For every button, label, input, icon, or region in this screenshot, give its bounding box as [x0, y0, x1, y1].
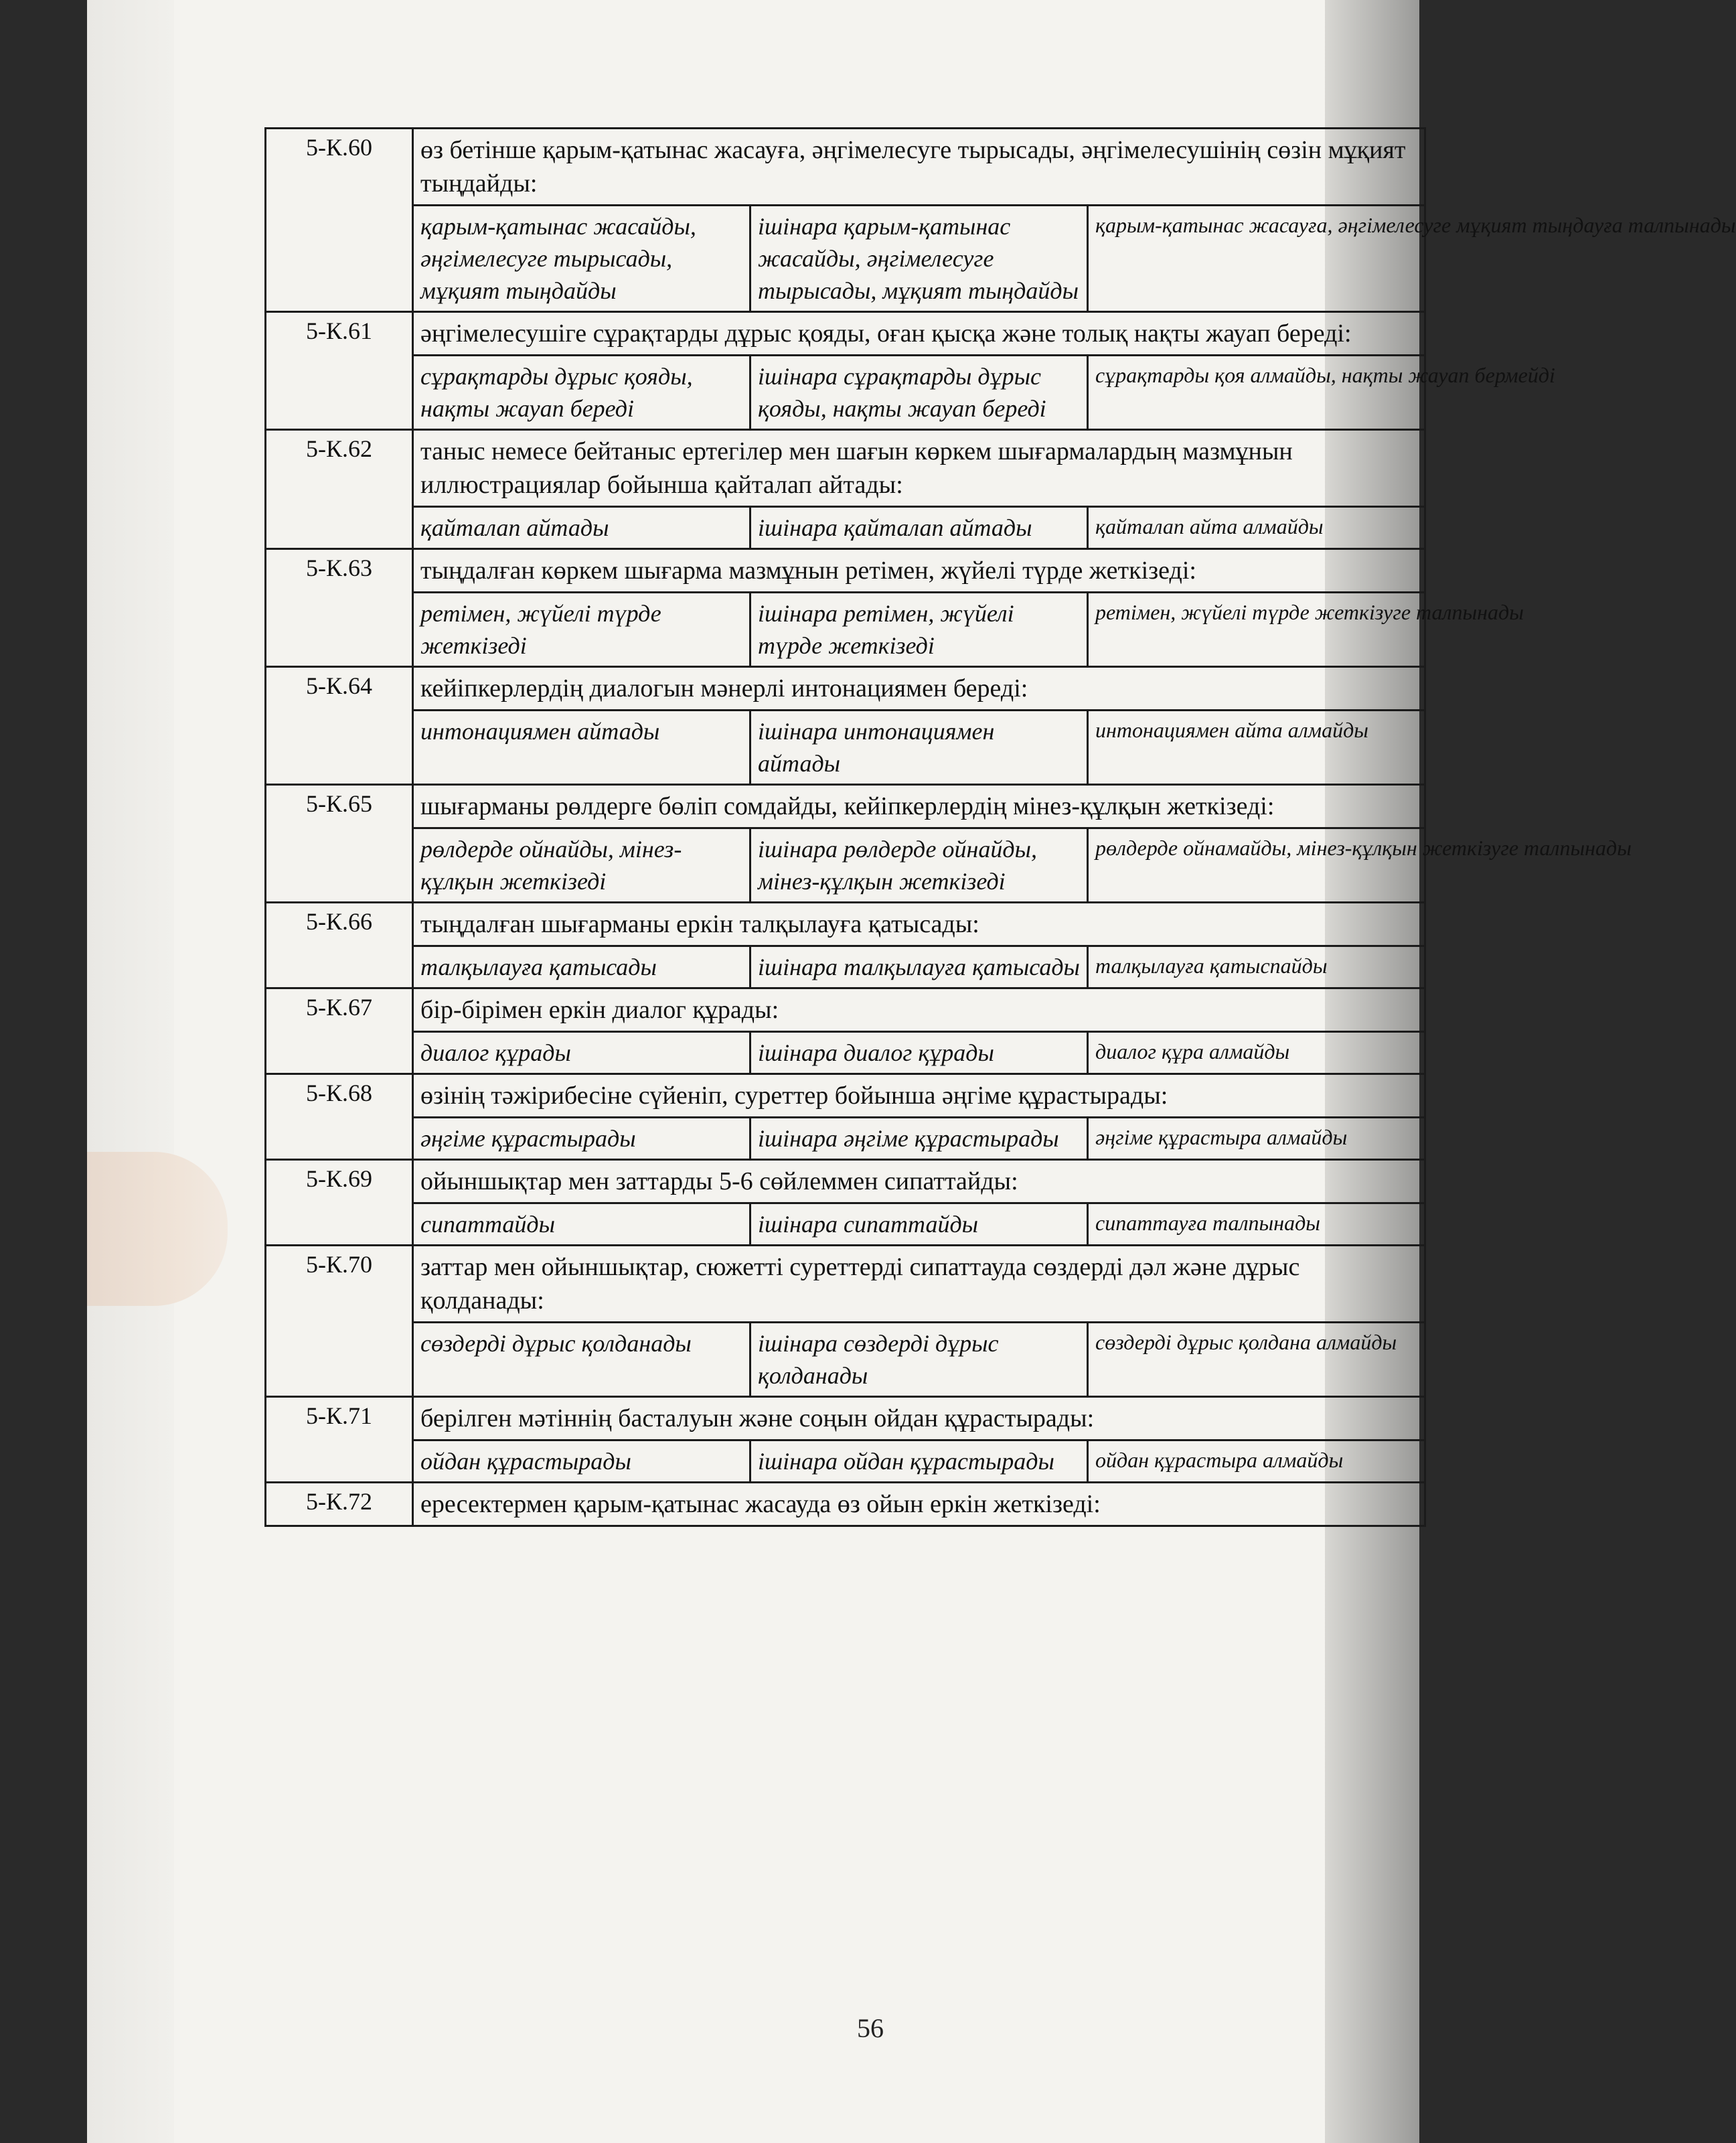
criteria-c1: қарым-қатынас жасайды, әңгімелесуге тырысады, мұқият тыңдайды — [413, 206, 751, 312]
criteria-c2: ішінара қарым-қатынас жасайды, әңгімелесуге тырысады, мұқият тыңдайды — [751, 206, 1088, 312]
criteria-c3: интонациямен айта алмайды — [1088, 711, 1425, 785]
criteria-c1: ретімен, жүйелі түрде жеткізеді — [413, 593, 751, 667]
row-code: 5-К.69 — [266, 1160, 413, 1246]
criteria-c1: диалог құрады — [413, 1032, 751, 1074]
row-heading: ересектермен қарым-қатынас жасауда өз ойын еркін жеткізеді: — [413, 1483, 1425, 1526]
criteria-c1: сұрақтарды дұрыс қояды, нақты жауап береді — [413, 356, 751, 430]
criteria-c2: ішінара сөздерді дұрыс қолданады — [751, 1323, 1088, 1397]
row-heading: таныс немесе бейтаныс ертегілер мен шағын көркем шығармалардың мазмұнын иллюстрациялар бойынша қайталап айтады: — [413, 430, 1425, 507]
row-code: 5-К.70 — [266, 1246, 413, 1397]
table-row-criteria — [266, 593, 1425, 667]
table-row — [266, 785, 1425, 828]
table-row — [266, 549, 1425, 593]
row-code: 5-К.64 — [266, 667, 413, 785]
criteria-c3: сөздерді дұрыс қолдана алмайды — [1088, 1323, 1425, 1397]
criteria-c3: диалог құра алмайды — [1088, 1032, 1425, 1074]
criteria-c3: ретімен, жүйелі түрде жеткізуге талпынады — [1088, 593, 1425, 667]
table-row-criteria — [266, 946, 1425, 988]
criteria-c2: ішінара сипаттайды — [751, 1203, 1088, 1246]
criteria-c3: қайталап айта алмайды — [1088, 507, 1425, 549]
row-code: 5-К.63 — [266, 549, 413, 667]
criteria-c1: қайталап айтады — [413, 507, 751, 549]
table-row — [266, 1160, 1425, 1203]
table-row — [266, 1074, 1425, 1118]
criteria-c3: сұрақтарды қоя алмайды, нақты жауап бермейді — [1088, 356, 1425, 430]
table-row — [266, 988, 1425, 1032]
criteria-c1: әңгіме құрастырады — [413, 1118, 751, 1160]
row-heading: бір-бірімен еркін диалог құрады: — [413, 988, 1425, 1032]
criteria-c2: ішінара диалог құрады — [751, 1032, 1088, 1074]
row-code: 5-К.62 — [266, 430, 413, 549]
table-row-criteria — [266, 356, 1425, 430]
row-code: 5-К.60 — [266, 129, 413, 312]
table-row — [266, 312, 1425, 356]
criteria-c3: рөлдерде ойнамайды, мінез-құлқын жеткізуге талпынады — [1088, 828, 1425, 903]
row-code: 5-К.66 — [266, 903, 413, 988]
table-row-criteria — [266, 507, 1425, 549]
table-row — [266, 1483, 1425, 1526]
criteria-c1: сөздерді дұрыс қолданады — [413, 1323, 751, 1397]
row-code: 5-К.71 — [266, 1397, 413, 1483]
criteria-c2: ішінара ойдан құрастырады — [751, 1440, 1088, 1483]
table-row-criteria — [266, 1032, 1425, 1074]
row-heading: заттар мен ойыншықтар, сюжетті суреттерді сипаттауда сөздерді дәл және дұрыс қолданады: — [413, 1246, 1425, 1323]
row-heading: өз бетінше қарым-қатынас жасауға, әңгімелесуге тырысады, әңгімелесушінің сөзін мұқият тыңдайды: — [413, 129, 1425, 206]
table-row-criteria — [266, 1118, 1425, 1160]
criteria-c2: ішінара сұрақтарды дұрыс қояды, нақты жауап береді — [751, 356, 1088, 430]
row-heading: өзінің тәжірибесіне сүйеніп, суреттер бойынша әңгіме құрастырады: — [413, 1074, 1425, 1118]
assessment-table — [264, 127, 1736, 1527]
row-heading: ойыншықтар мен заттарды 5-6 сөйлеммен сипаттайды: — [413, 1160, 1425, 1203]
criteria-c2: ішінара әңгіме құрастырады — [751, 1118, 1088, 1160]
page-number: 56 — [857, 2013, 884, 2043]
table-row-criteria — [266, 1203, 1425, 1246]
row-heading: тыңдалған шығарманы еркін талқылауға қатысады: — [413, 903, 1425, 946]
thumb-holding-page — [87, 1152, 228, 1306]
table-row-criteria — [266, 828, 1425, 903]
criteria-c3: әңгіме құрастыра алмайды — [1088, 1118, 1425, 1160]
row-code: 5-К.67 — [266, 988, 413, 1074]
criteria-c3: сипаттауға талпынады — [1088, 1203, 1425, 1246]
row-heading: кейіпкерлердің диалогын мәнерлі интонациямен береді: — [413, 667, 1425, 711]
table-row — [266, 667, 1425, 711]
criteria-c2: ішінара қайталап айтады — [751, 507, 1088, 549]
page-left-margin — [87, 0, 174, 2143]
criteria-c1: ойдан құрастырады — [413, 1440, 751, 1483]
row-code: 5-К.72 — [266, 1483, 413, 1526]
criteria-c2: ішінара интонациямен айтады — [751, 711, 1088, 785]
row-code: 5-К.68 — [266, 1074, 413, 1160]
row-heading: шығарманы рөлдерге бөліп сомдайды, кейіпкерлердің мінез-құлқын жеткізеді: — [413, 785, 1425, 828]
criteria-c1: сипаттайды — [413, 1203, 751, 1246]
criteria-c3: қарым-қатынас жасауға, әңгімелесуге мұқият тыңдауға талпынады — [1088, 206, 1425, 312]
table-row — [266, 430, 1425, 507]
criteria-c3: талқылауға қатыспайды — [1088, 946, 1425, 988]
table-row-criteria — [266, 1440, 1425, 1483]
criteria-c2: ішінара рөлдерде ойнайды, мінез-құлқын жеткізеді — [751, 828, 1088, 903]
row-heading: тыңдалған көркем шығарма мазмұнын ретімен, жүйелі түрде жеткізеді: — [413, 549, 1425, 593]
row-code: 5-К.61 — [266, 312, 413, 430]
table-row — [266, 1397, 1425, 1440]
criteria-c1: интонациямен айтады — [413, 711, 751, 785]
table-row — [266, 903, 1425, 946]
criteria-c2: ішінара ретімен, жүйелі түрде жеткізеді — [751, 593, 1088, 667]
row-heading: берілген мәтіннің басталуын және соңын ойдан құрастырады: — [413, 1397, 1425, 1440]
criteria-c2: ішінара талқылауға қатысады — [751, 946, 1088, 988]
criteria-c3: ойдан құрастыра алмайды — [1088, 1440, 1425, 1483]
table-row-criteria — [266, 1323, 1425, 1397]
criteria-c1: талқылауға қатысады — [413, 946, 751, 988]
table-row — [266, 1246, 1425, 1323]
table-row — [266, 129, 1425, 206]
row-code: 5-К.65 — [266, 785, 413, 903]
table-row-criteria — [266, 711, 1425, 785]
row-heading: әңгімелесушіге сұрақтарды дұрыс қояды, оған қысқа және толық нақты жауап береді: — [413, 312, 1425, 356]
table-row-criteria — [266, 206, 1425, 312]
criteria-c1: рөлдерде ойнайды, мінез-құлқын жеткізеді — [413, 828, 751, 903]
